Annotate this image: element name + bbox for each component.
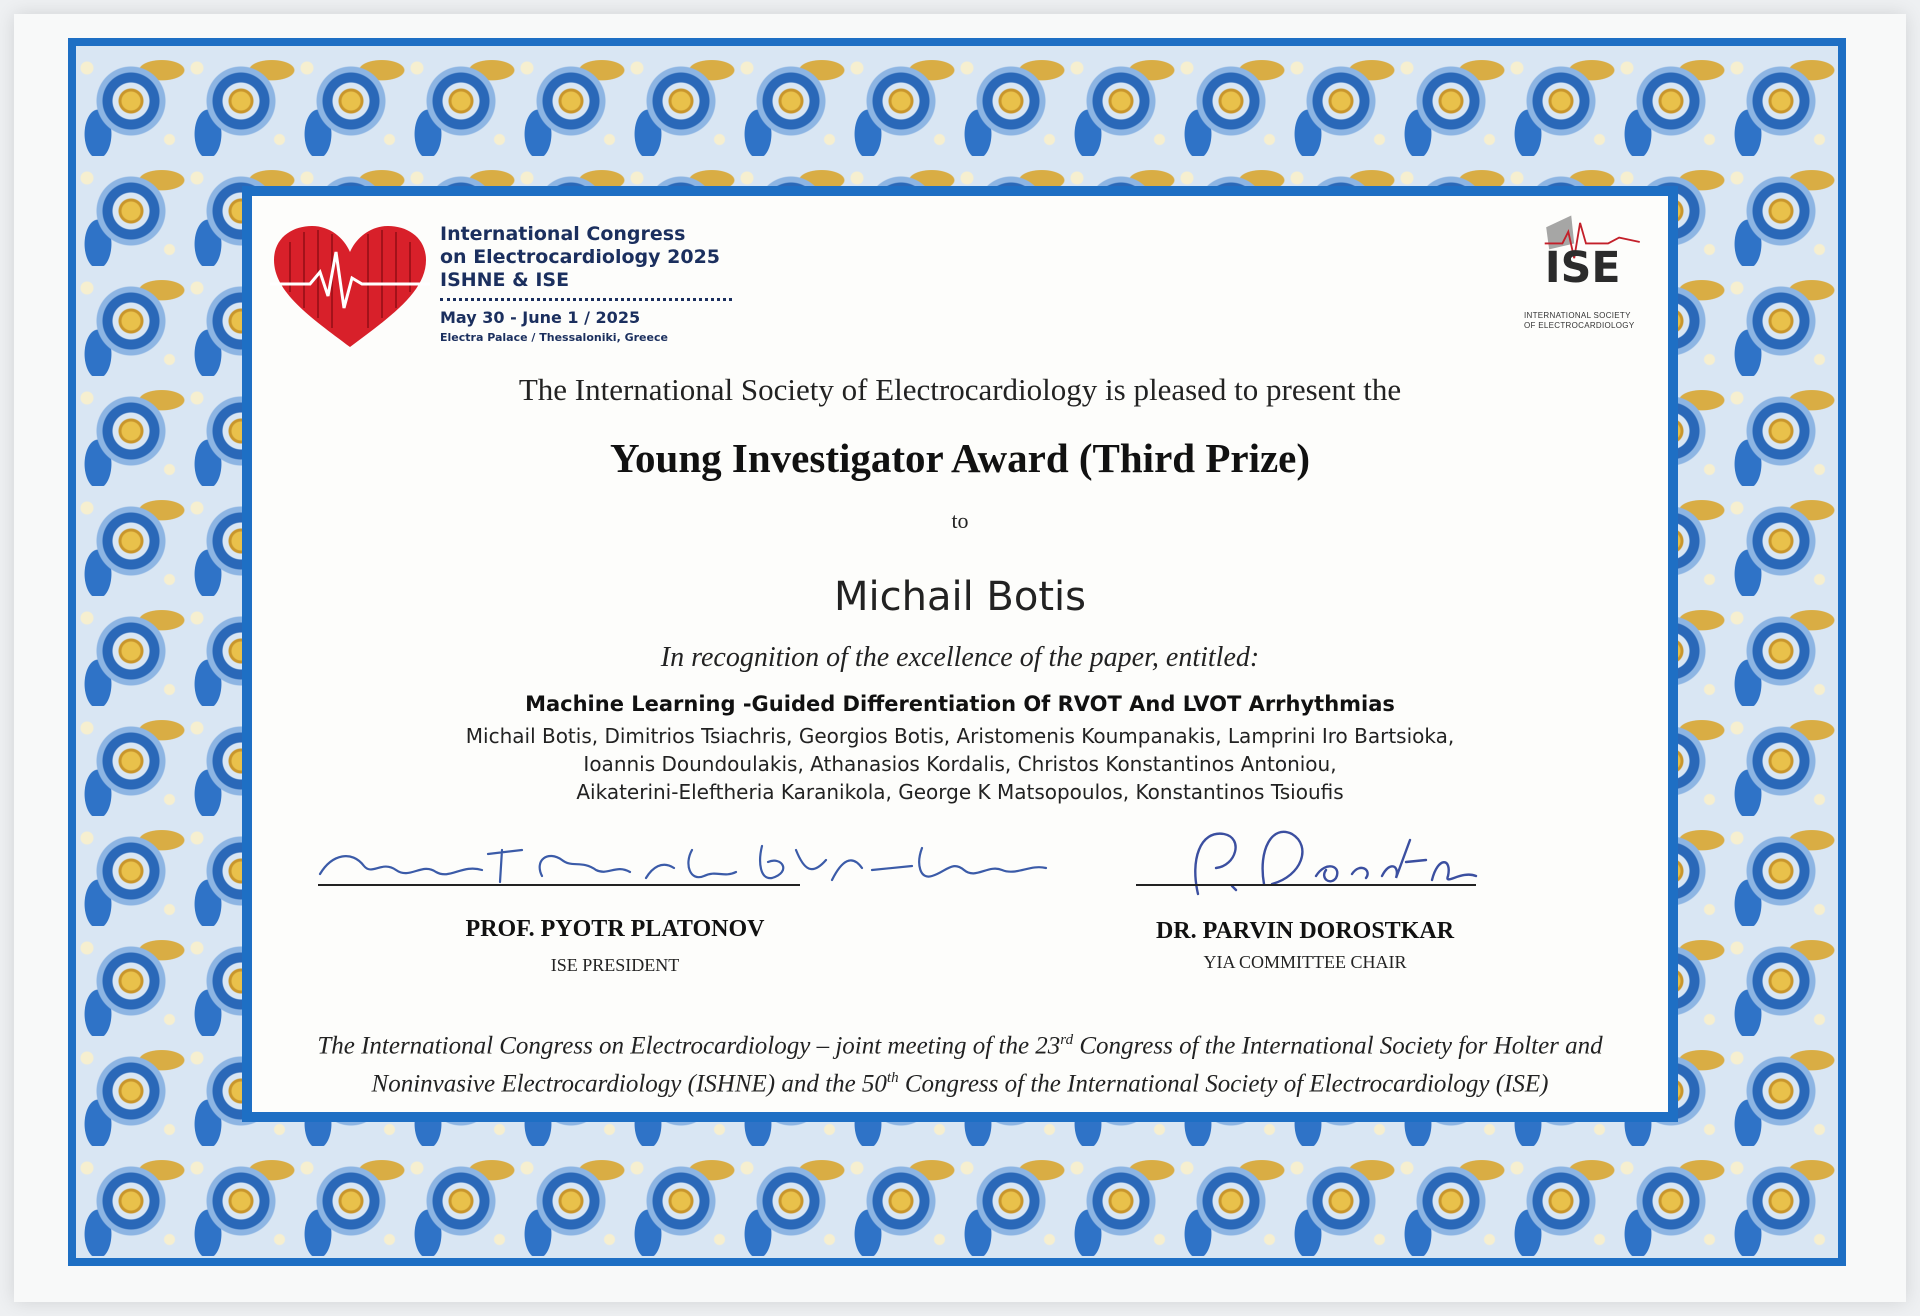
ise-subtitle-line1: INTERNATIONAL SOCIETY [1524,311,1631,320]
ise-logo-subtitle [1524,311,1664,331]
presenting-line: The International Society of Electrocardiology is pleased to present the [518,372,1402,407]
author-line: Aikaterini-Eleftheria Karanikola, George K Matsopoulos, Konstantinos Tsioufis [576,780,1344,804]
congress-title-line3: ISHNE & ISE [440,269,570,291]
congress-venue: Electra Palace / Thessaloniki, Greece [440,331,668,344]
author-line: Ioannis Doundoulakis, Athanasios Kordalis, Christos Konstantinos Antoniou, [583,752,1337,776]
left-signer-name: PROF. PYOTR PLATONOV [465,916,765,942]
left-signature-handwriting [312,820,1052,900]
left-signature-line [318,884,800,886]
right-signature-handwriting [1176,810,1486,900]
heart-ecg-logo-icon [270,222,430,352]
right-signer-name: DR. PARVIN DOROSTKAR [1155,918,1455,944]
ise-logo-text: ISE [1544,242,1621,284]
footer-line1-text-b: Congress of the International Society for Holter and [1073,1032,1603,1060]
author-line: Michail Botis, Dimitrios Tsiachris, Georgios Botis, Aristomenis Koumpanakis, Lamprini Iro Bartsioka, [465,724,1455,748]
ise-subtitle-line2: OF ELECTROCARDIOLOGY [1524,321,1635,330]
congress-title [440,223,770,292]
author-list [252,722,1668,806]
to-label: to [951,508,969,533]
footer-line2-text-a: Noninvasive Electrocardiology (ISHNE) and the 50 [371,1070,887,1098]
right-signer-role: YIA COMMITTEE CHAIR [1203,952,1407,972]
congress-title-line1: International Congress [440,223,686,245]
paper-title: Machine Learning -Guided Differentiation Of RVOT And LVOT Arrhythmias [525,692,1395,716]
footer-line1-text-a: The International Congress on Electrocardiology – joint meeting of the 23 [317,1032,1061,1060]
recognition-line: In recognition of the excellence of the paper, entitled: [660,642,1260,673]
footer-line2-text-b: Congress of the International Society of Electrocardiology (ISE) [898,1070,1549,1098]
congress-dates: May 30 - June 1 / 2025 [440,308,641,327]
dotted-divider [440,298,732,301]
right-signature-line [1136,884,1476,886]
footer-line2 [252,1062,1668,1100]
footer-line2-superscript: th [886,1070,899,1087]
recipient-name: Michail Botis [834,574,1086,620]
footer-line1-superscript: rd [1060,1032,1074,1048]
ise-logo-icon [1524,214,1659,284]
left-signer-role: ISE PRESIDENT [550,955,680,975]
award-title: Young Investigator Award (Third Prize) [609,435,1311,481]
footer-note [252,1024,1668,1101]
footer-line1 [252,1024,1668,1062]
congress-title-line2: on Electrocardiology 2025 [440,246,721,268]
